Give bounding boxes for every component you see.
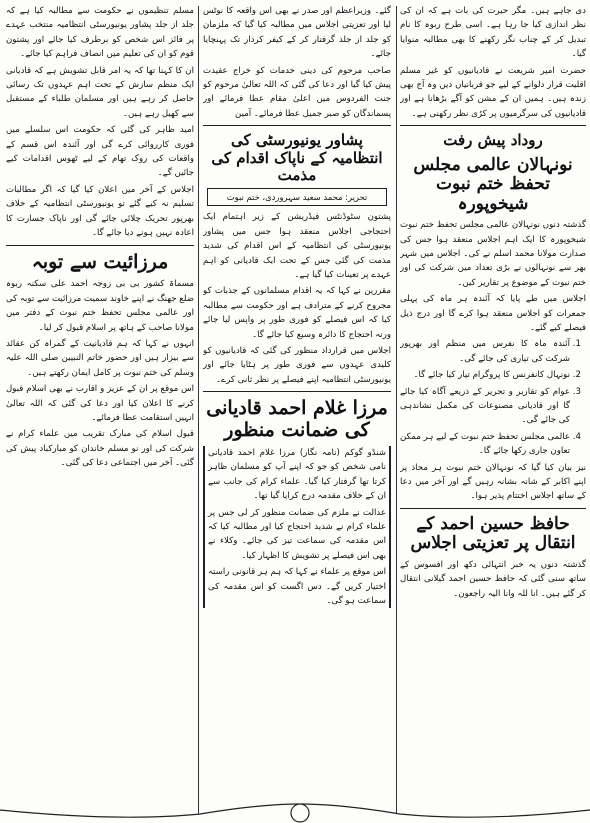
- mirza-ghulam-article: [203, 398, 391, 608]
- mirza-ghulam-body: [203, 446, 391, 608]
- left-top-paragraph: امید ظاہر کی گئی کہ حکومت اس سلسلے میں فوری کارروائی کرے گی اور آئندہ اس قسم کے واقعات کی روک تھام کے لیے ٹھوس اقدامات کیے جائیں گے۔: [6, 125, 194, 179]
- decision-list: [400, 337, 586, 458]
- peshawar-paragraph: مقررین نے کہا کہ یہ اقدام مسلمانوں کے جذبات کو مجروح کرنے کے مترادف ہے اور حکومت سے مطالبہ کیا کہ اس فیصلے کو فوری طور پر واپس لیا جائے ورنہ احتجاج کا دائرہ وسیع کیا جائے گا۔: [203, 286, 391, 340]
- peshawar-byline-box: تحریر: محمد سعید سہروردی، ختم نبوت: [207, 188, 387, 206]
- report-closing: نیز بیان کیا گیا کہ نونہالان ختم نبوت ہر محاذ پر اپنے اکابر کے شانہ بشانہ رہیں گے اور آخر میں دعا کے ساتھ اجلاس اختتام پذیر ہوا۔: [400, 462, 586, 502]
- repentance-article: [6, 252, 194, 471]
- decision-item: 2. نونہال کانفرنس کا پروگرام تیار کیا جائے گا۔: [400, 368, 570, 382]
- mirza-ghulam-paragraph: عدالت نے ملزم کی ضمانت منظور کر لی جس پر علماء کرام نے شدید احتجاج کیا اور مطالبہ کیا کہ اس مقدمہ کی سماعت تیز کی جائے۔ وکلاء نے بھی اس فیصلے پر تشویش کا اظہار کیا۔: [208, 507, 386, 561]
- section-divider: [400, 508, 586, 509]
- peshawar-paragraph: پشتون سٹوڈنٹس فیڈریشن کے زیر اہتمام ایک احتجاجی اجلاس منعقد ہوا جس میں پشاور یونیورسٹی کی انتظامیہ کے اس اقدام کی شدید مذمت کی گئی جس کے تحت ایک قادیانی کو اہم عہدے پر تعینات کیا گیا ہے۔: [203, 212, 391, 281]
- repentance-paragraph: قبول اسلام کی مبارک تقریب میں علماء کرام نے شرکت کی اور نو مسلم خاندان کو مبارکباد پیش کی گئی۔ آخر میں اجتماعی دعا کی گئی۔: [6, 429, 194, 469]
- repentance-paragraph: اس موقع پر ان کے عزیز و اقارب نے بھی اسلام قبول کرنے کا اعلان کیا اور دعا کی گئی کہ اللہ تعالیٰ انہیں استقامت عطا فرمائے۔: [6, 384, 194, 423]
- middle-column: [203, 4, 391, 812]
- report-paragraph: اجلاس میں طے پایا کہ آئندہ ہر ماہ کی پہلی جمعرات کو اجلاس منعقد ہوا کرے گا اور درج ذیل فیصلے کیے گئے۔: [400, 294, 586, 333]
- report-kicker: روداد پیش رفت: [443, 131, 543, 150]
- condolence-headline: حافظ حسین احمد کے انتقال پر تعزیتی اجلاس: [410, 513, 576, 554]
- report-paragraph: گذشتہ دنوں نونہالان عالمی مجلس تحفظ ختم نبوت شیخوپورہ کا ایک اہم اجلاس منعقد ہوا جس کی صدارت مولانا محمد اسلم نے کی۔ اجلاس میں شہر بھر سے نونہالوں نے بڑی تعداد میں شرکت کی اور ختم نبوت کے موضوع پر تقاریر کیں۔: [400, 220, 586, 288]
- middle-top-paragraph: صاحب مرحوم کی دینی خدمات کو خراج عقیدت پیش کیا گیا اور دعا کی گئی کہ اللہ تعالیٰ مرحوم کو جنت الفردوس میں اعلیٰ مقام عطا فرمائے اور پسماندگان کو صبر جمیل عطا فرمائے۔ آمین: [203, 65, 391, 119]
- peshawar-headline: پشاور یونیورسٹی کی انتظامیہ کے ناپاک اقدام کی مذمت: [211, 131, 383, 184]
- decision-item: 4. عالمی مجلس تحفظ ختم نبوت کے لیے ہر ممکن تعاون جاری رکھا جائے گا۔: [400, 430, 570, 459]
- peshawar-paragraph: اجلاس میں قرارداد منظور کی گئی کہ قادیانیوں کو کلیدی عہدوں سے فوری طور پر ہٹایا جائے اور یونیورسٹی انتظامیہ اپنے فیصلے پر نظر ثانی کرے۔: [203, 346, 391, 385]
- bottom-border-ornament: [0, 800, 590, 823]
- section-divider: [6, 245, 194, 246]
- mirza-ghulam-paragraph: شنڈو گوکم (نامہ نگار) مرزا غلام احمد قادیانی نامی شخص کو جو کہ اپنے آپ کو مسلمان ظاہر کرتا تھا گرفتار کیا گیا۔ علماء کرام کی جانب سے ان کے خلاف مقدمہ درج کرایا گیا تھا۔: [208, 447, 386, 502]
- middle-top-paragraph: گئے۔ وزیراعظم اور صدر نے بھی اس واقعہ کا نوٹس لیا اور تعزیتی اجلاس میں مطالبہ کیا گیا کہ ملزمان کو جلد از جلد گرفتار کر کے کیفر کردار تک پہنچایا جائے۔: [203, 6, 391, 60]
- repentance-paragraph: انہوں نے کہا کہ ہم قادیانیت کے گمراہ کن عقائد سے بیزار ہیں اور حضور خاتم النبیین صلی اللہ علیہ وسلم کی ختم نبوت پر کامل ایمان رکھتے ہیں۔: [6, 338, 194, 378]
- condolence-article: [400, 515, 586, 601]
- repentance-headline: مرزائیت سے توبہ: [31, 250, 169, 273]
- column-rule: [198, 6, 199, 814]
- condolence-paragraph: گذشتہ دنوں یہ خبر انتہائی دکھ اور افسوس کے ساتھ سنی گئی کہ حافظ حسین احمد گیلانی انتقال کر گئے ہیں۔ انا للہ وانا الیہ راجعون۔: [400, 559, 586, 599]
- right-intro-paragraph: دی جاہے ہیں۔ مگر حیرت کی بات ہے کہ ان کی نظر اندازی کیا جا رہا ہے۔ اسی طرح ربوہ کا نام تبدیل کر کے چناب نگر رکھنے کا بھی مطالبہ منوایا گیا۔: [400, 6, 586, 60]
- section-divider: [203, 391, 391, 392]
- right-column: [400, 4, 586, 812]
- left-top-paragraph: اجلاس کے آخر میں اعلان کیا گیا کہ اگر مطالبات تسلیم نہ کیے گئے تو یونیورسٹی انتظامیہ کے خلاف بھرپور تحریک چلائی جائے گی اور ناپاک جسارت کا اعادہ نہیں ہونے دیا جائے گا۔: [6, 184, 194, 239]
- repentance-paragraph: مسماۃ کشور بی بی زوجہ احمد علی سکنہ ربوہ ضلع جھنگ نے اپنے خاوند سمیت مرزائیت سے توبہ کی اور عالمی مجلس تحفظ ختم نبوت کے دفتر میں مولانا صاحب کے ہاتھ پر اسلام قبول کر لیا۔: [6, 279, 194, 333]
- left-top-paragraph: مسلم تنظیموں نے حکومت سے مطالبہ کیا ہے کہ جلد از جلد پشاور یونیورسٹی انتظامیہ منتخب عہدے پر فائز اس شخص کو برطرف کیا جائے اور پشتون قوم کو ان کی تعلیم میں انصاف فراہم کیا جائے۔: [6, 6, 194, 60]
- left-top-paragraph: ان کا کہنا تھا کہ یہ امر قابل تشویش ہے کہ قادیانی ایک منظم سازش کے تحت اہم عہدوں تک رسائی حاصل کر رہے ہیں اور مسلمان طلباء کے مستقبل سے کھیل رہے ہیں۔: [6, 65, 194, 119]
- peshawar-article: [203, 132, 391, 387]
- mirza-ghulam-headline: مرزا غلام احمد قادیانی کی ضمانت منظور: [206, 397, 388, 442]
- mirza-ghulam-paragraph: اس موقع پر علماء نے کہا کہ ہم ہر قانونی راستہ اختیار کریں گے۔ دس اگست کو اس مقدمہ کی سماعت ہو گی۔: [208, 567, 386, 607]
- column-rule: [396, 6, 397, 814]
- decision-item: 1. آئندہ ماہ کا نفرس میں منظم اور بھرپور شرکت کی تیاری کی جائے گی۔: [400, 337, 570, 366]
- section-divider: [203, 125, 391, 126]
- left-column: [6, 4, 194, 812]
- right-intro-paragraph: حضرت امیر شریعت نے قادیانیوں کو غیر مسلم اقلیت قرار دلوانے کے لیے جو قربانیاں دیں وہ آج بھی زندہ ہیں۔ ہمیں ان کے مشن کو آگے بڑھانا ہے اور قادیانیوں کی سرگرمیوں پر کڑی نظر رکھنی ہے۔: [400, 65, 586, 119]
- report-article: [400, 132, 586, 504]
- decision-item: 3. عوام کو تقاریر و تحریر کے ذریعے آگاہ کیا جائے گا اور قادیانی مصنوعات کی مکمل نشاندہی کی جائے گی۔: [400, 385, 570, 428]
- report-headline: نونہالان عالمی مجلس تحفظ ختم نبوت شیخوپورہ: [413, 154, 573, 214]
- section-divider: [400, 125, 586, 126]
